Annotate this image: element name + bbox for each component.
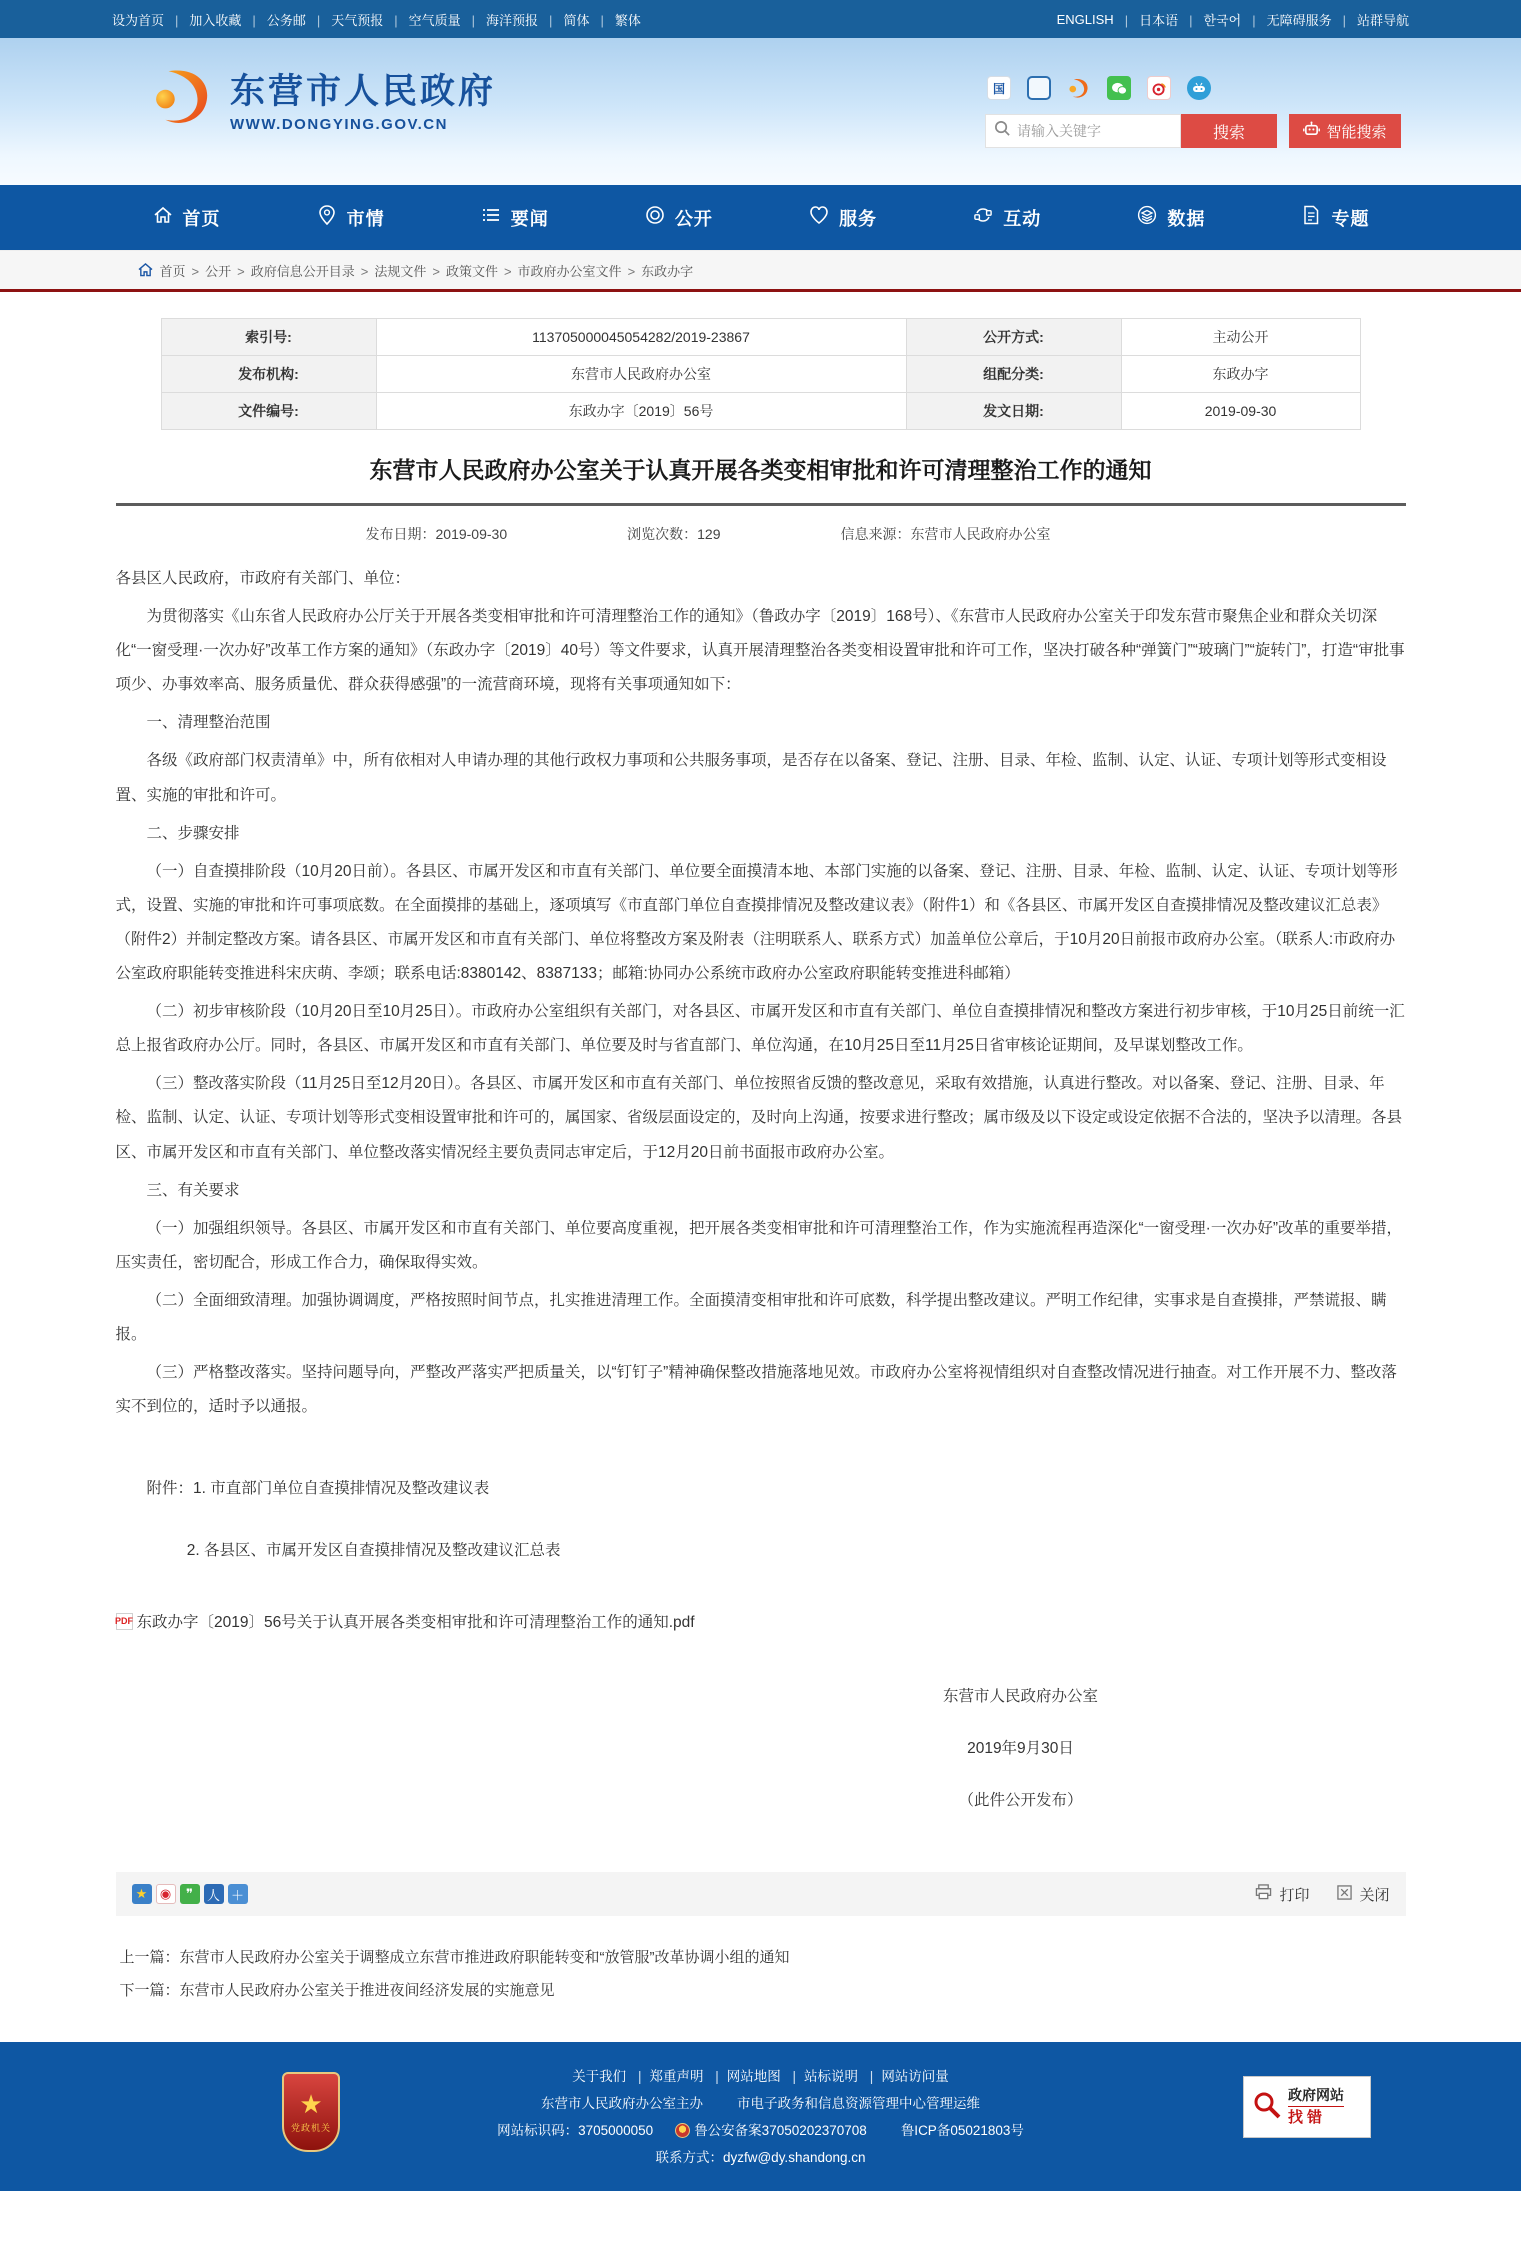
crumb-disclosure[interactable]: > 公开 xyxy=(186,261,232,280)
crumb-catalog[interactable]: > 政府信息公开目录 xyxy=(231,261,355,280)
logo-swoosh-icon xyxy=(150,65,216,132)
print-button[interactable]: 打印 xyxy=(1255,1884,1309,1905)
signature-block xyxy=(806,1684,1236,1810)
topbar-left-links xyxy=(112,10,641,29)
gov-client-icon[interactable]: 国 xyxy=(987,76,1011,100)
section-heading-1: 一、清理整治范围 xyxy=(146,714,271,732)
footer-link-visits[interactable]: | 网站访问量 xyxy=(862,2069,949,2084)
site-url: WWW.DONGYING.GOV.CN xyxy=(230,116,448,133)
link-korean[interactable]: | 한국어 xyxy=(1178,10,1241,29)
nav-disclosure[interactable]: 公开 xyxy=(644,204,713,231)
breadcrumb-home-icon xyxy=(138,263,153,277)
info-label: 文件编号: xyxy=(161,393,376,430)
site-footer xyxy=(0,2042,1521,2191)
app-icon-row xyxy=(987,76,1405,100)
nav-city-profile[interactable]: 市情 xyxy=(316,204,385,231)
crumb-policy-docs[interactable]: > 政策文件 xyxy=(426,261,498,280)
prev-next-pager xyxy=(116,1916,1406,2042)
target-icon xyxy=(644,204,666,231)
search-box xyxy=(985,114,1181,148)
info-value-disclosure-mode: 主动公开 xyxy=(1121,319,1360,356)
nav-news[interactable]: 要闻 xyxy=(480,204,549,231)
title-divider xyxy=(116,503,1406,506)
info-label: 公开方式: xyxy=(906,319,1121,356)
view-count: 浏览次数：129 xyxy=(627,526,721,542)
magnifier-icon xyxy=(1252,2090,1282,2125)
link-ocean-forecast[interactable]: | 海洋预报 xyxy=(461,10,538,29)
info-value-issue-date: 2019-09-30 xyxy=(1121,393,1360,430)
info-value-index-number: 113705000045054282/2019-23867 xyxy=(376,319,906,356)
footer-ops: 市电子政务和信息资源管理中心管理运维 xyxy=(737,2096,980,2112)
layers-icon xyxy=(1136,204,1158,231)
robot-icon xyxy=(1303,121,1320,141)
link-site-group-nav[interactable]: | 站群导航 xyxy=(1332,10,1409,29)
info-label: 发布机构: xyxy=(161,356,376,393)
info-label: 发文日期: xyxy=(906,393,1121,430)
footer-host: 东营市人民政府办公室主办 xyxy=(541,2096,703,2112)
share-renren-icon[interactable]: 人 xyxy=(204,1884,224,1904)
gov-site-error-report-badge[interactable] xyxy=(1243,2076,1371,2138)
error-badge-action: 找错 xyxy=(1288,2106,1344,2130)
attachment-line-2: 2. 各县区、市属开发区自查摸排情况及整改建议汇总表 xyxy=(186,1542,561,1560)
table-row xyxy=(161,319,1360,356)
close-button[interactable]: 关闭 xyxy=(1337,1884,1389,1905)
footer-link-about[interactable]: 关于我们 xyxy=(572,2069,627,2085)
link-set-home[interactable]: 设为首页 xyxy=(112,12,165,28)
home-icon xyxy=(152,204,174,231)
info-label: 组配分类: xyxy=(906,356,1121,393)
nav-data[interactable]: 数据 xyxy=(1136,204,1205,231)
crumb-office-docs[interactable]: > 市政府办公室文件 xyxy=(498,261,622,280)
document-info-table xyxy=(161,318,1361,430)
search-input[interactable] xyxy=(1017,123,1167,139)
top-utility-bar xyxy=(0,0,1521,38)
link-traditional[interactable]: | 繁体 xyxy=(589,10,640,29)
error-badge-title: 政府网站 xyxy=(1288,2087,1344,2104)
prev-article-link[interactable]: 上一篇：东营市人民政府办公室关于调整成立东营市推进政府职能转变和“放管服”改革协调小组的通知 xyxy=(119,1949,790,1967)
nav-interaction[interactable]: 互动 xyxy=(972,204,1041,231)
wechat-icon[interactable] xyxy=(1107,76,1131,100)
info-value-category: 东政办字 xyxy=(1121,356,1360,393)
article-meta xyxy=(116,524,1406,544)
site-name: 东营市人民政府 xyxy=(230,72,497,111)
smart-search-button[interactable]: 智能搜索 xyxy=(1289,114,1401,148)
article-container xyxy=(116,292,1406,2042)
site-logo[interactable] xyxy=(150,64,496,133)
breadcrumb xyxy=(116,251,1406,289)
publish-date: 发布日期：2019-09-30 xyxy=(365,526,508,542)
main-nav xyxy=(0,185,1521,250)
table-row xyxy=(161,393,1360,430)
emblem-star-icon: ★ xyxy=(299,2088,323,2119)
mobile-app-icon[interactable] xyxy=(1027,76,1051,100)
share-bar xyxy=(132,1884,248,1904)
topbar-right-links xyxy=(1057,10,1409,29)
footer-link-logo-note[interactable]: | 站标说明 xyxy=(785,2069,859,2084)
footer-contact-line xyxy=(0,2146,1521,2166)
footer-link-sitemap[interactable]: | 网站地图 xyxy=(707,2069,781,2084)
android-app-icon[interactable] xyxy=(1187,76,1211,100)
info-value-document-number: 东政办字〔2019〕56号 xyxy=(376,393,906,430)
pdf-download-link[interactable]: 东政办字〔2019〕56号关于认真开展各类变相审批和许可清理整治工作的通知.pdf xyxy=(136,1614,695,1632)
footer-link-statement[interactable]: | 郑重声明 xyxy=(630,2069,704,2084)
article-toolbar xyxy=(116,1872,1406,1916)
paragraph: （三）整改落实阶段（11月25日至12月20日）。各县区、市属开发区和市直有关部门、单位按照省反馈的整改意见，采取有效措施，认真进行整改。对以备案、登记、注册、目录、年检、监制、认定、认证、专项计划等形式变相设置审批和许可的，属国家、省级层面设定的，及时向上沟通，按要求进行整改；属市级及以下设定或设定依据不合法的，坚决予以清理。各县区、市属开发区和市直有关部门、单位整改落实情况经主要负责同志审定后，于12月20日前书面报市政府办公室。 xyxy=(115,1075,1403,1161)
nav-services[interactable]: 服务 xyxy=(808,204,877,231)
attachments xyxy=(116,1472,1406,1568)
paragraph: （二）初步审核阶段（10月20日至10月25日）。市政府办公室组织有关部门，对各县区、市属开发区和市直有关部门、单位自查摸排情况和整改方案进行初步审核，于10月25日前统一汇总上报省政府办公厅。同时，各县区、市属开发区和市直有关部门、单位要及时与省直部门、单位沟通，在10月25日至11月25日省审核论证期间，及早谋划整改工作。 xyxy=(115,1003,1405,1055)
link-add-favorite[interactable]: | 加入收藏 xyxy=(164,10,241,29)
pdf-icon: PDF xyxy=(116,1613,133,1630)
link-japanese[interactable]: | 日本语 xyxy=(1114,10,1178,29)
printer-icon xyxy=(1255,1884,1272,1904)
link-air-quality[interactable]: | 空气质量 xyxy=(383,10,460,29)
paragraph: （三）严格整改落实。坚持问题导向，严整改严落实严把质量关，以“钉钉子”精神确保整改措施落地见效。市政府办公室将视情组织对自查整改情况进行抽查。对工作开展不力、整改落实不到位的，适时予以通报。 xyxy=(115,1364,1397,1416)
share-qzone-icon[interactable]: ★ xyxy=(132,1884,152,1904)
info-label: 索引号: xyxy=(161,319,376,356)
share-wechat-icon[interactable]: ❞ xyxy=(180,1884,200,1904)
info-source: 信息来源：东营市人民政府办公室 xyxy=(840,526,1051,542)
share-more-icon[interactable]: ＋ xyxy=(228,1884,248,1904)
weibo-icon[interactable] xyxy=(1147,76,1171,100)
heart-icon xyxy=(808,204,830,231)
paragraph: （一）加强组织领导。各县区、市属开发区和市直有关部门、单位要高度重视，把开展各类变相审批和许可清理整治工作，作为实施流程再造深化“一窗受理·一次办好”改革的重要举措，压实责任，密切配合，形成工作合力，确保取得实效。 xyxy=(115,1219,1402,1271)
search-button[interactable]: 搜索 xyxy=(1181,114,1277,148)
link-gov-mail[interactable]: | 公务邮 xyxy=(241,10,305,29)
site-header xyxy=(0,38,1521,185)
signature-note: （此件公开发布） xyxy=(958,1792,1083,1810)
page-title: 东营市人民政府办公室关于认真开展各类变相审批和许可清理整治工作的通知 xyxy=(369,457,1152,483)
map-pin-icon xyxy=(316,204,338,231)
breadcrumb-bar xyxy=(0,250,1521,289)
section-heading-3: 三、有关要求 xyxy=(146,1181,240,1199)
nav-home[interactable]: 首页 xyxy=(152,204,221,231)
search-icon xyxy=(994,120,1011,142)
link-simplified[interactable]: | 简体 xyxy=(538,10,589,29)
police-badge-icon xyxy=(675,2123,690,2138)
close-icon xyxy=(1337,1885,1352,1904)
salutation: 各县区人民政府，市政府有关部门、单位： xyxy=(115,570,411,587)
party-gov-emblem-badge[interactable] xyxy=(282,2072,340,2152)
list-icon xyxy=(480,204,502,231)
crumb-home[interactable]: 首页 xyxy=(159,263,186,279)
crumb-current: > 东政办字 xyxy=(622,261,694,280)
footer-police-record[interactable]: 鲁公安备案37050202370708 xyxy=(694,2123,867,2139)
signature-date: 2019年9月30日 xyxy=(967,1740,1074,1758)
pdf-attachment-row xyxy=(116,1610,1406,1632)
attachment-line-1: 附件：1. 市直部门单位自查摸排情况及整改建议表 xyxy=(146,1480,490,1498)
share-weibo-icon[interactable]: ◉ xyxy=(156,1884,176,1904)
paragraph: 各级《政府部门权责清单》中，所有依相对人申请办理的其他行政权力事项和公共服务事项，是否存在以备案、登记、注册、目录、年检、监制、认定、认证、专项计划等形式变相设置、实施的审批和许可。 xyxy=(115,752,1387,804)
nav-topics[interactable]: 专题 xyxy=(1300,204,1369,231)
document-icon xyxy=(1300,204,1322,231)
section-heading-2: 二、步骤安排 xyxy=(146,824,240,842)
site-app-icon[interactable] xyxy=(1067,76,1091,100)
table-row xyxy=(161,356,1360,393)
paragraph: （一）自查摸排阶段（10月20日前）。各县区、市属开发区和市直有关部门、单位要全面摸清本地、本部门实施的以备案、登记、注册、目录、年检、监制、认定、认证、专项计划等形式，设置、实施的审批和许可事项底数。在全面摸排的基础上，逐项填写《市直部门单位自查摸排情况及整改建议表》（附件1）和《各县区、市属开发区自查摸排情况及整改建议汇总表》（附件2）并制定整改方案。请各县区、市属开发区和市直有关部门、单位将整改方案及附表（注明联系人、联系方式）加盖单位公章后，于10月20日前报市政府办公室。（联系人:市政府办公室政府职能转变推进科宋庆萌、李颂；联系电话:8380142、8387133；邮箱:协同办公系统市政府办公室政府职能转变推进科邮箱） xyxy=(115,862,1398,983)
next-article-link[interactable]: 下一篇：东营市人民政府办公室关于推进夜间经济发展的实施意见 xyxy=(119,1982,555,2000)
link-english[interactable]: ENGLISH xyxy=(1056,11,1114,27)
emblem-label: 党政机关 xyxy=(290,2122,331,2133)
paragraph: 为贯彻落实《山东省人民政府办公厅关于开展各类变相审批和许可清理整治工作的通知》（鲁政办字〔2019〕168号）、《东营市人民政府办公室关于印发东营市聚焦企业和群众关切深化“一窗受理·一次办好”改革工作方案的通知》（东政办字〔2019〕40号）等文件要求，认真开展清理整治各类变相设置审批和许可工作，坚决打破各种“弹簧门”“玻璃门”“旋转门”，打造“审批事项少、办事效率高、服务质量优、群众获得感强”的一流营商环境，现将有关事项通知如下： xyxy=(115,608,1405,694)
crumb-regulations[interactable]: > 法规文件 xyxy=(355,261,427,280)
paragraph: （二）全面细致清理。加强协调调度，严格按照时间节点，扎实推进清理工作。全面摸清变相审批和许可底数，科学提出整改建议。严明工作纪律，实事求是自查摸排，严禁谎报、瞒报。 xyxy=(115,1291,1387,1343)
info-value-issuing-agency: 东营市人民政府办公室 xyxy=(376,356,906,393)
sync-arrows-icon xyxy=(972,204,994,231)
footer-site-code: 网站标识码：3705000050 xyxy=(497,2123,654,2139)
footer-contact: 联系方式：dyzfw@dy.shandong.cn xyxy=(655,2150,866,2166)
footer-icp-record[interactable]: 鲁ICP备05021803号 xyxy=(900,2123,1024,2139)
signature-org: 东营市人民政府办公室 xyxy=(942,1688,1098,1706)
article-body xyxy=(116,562,1406,1424)
link-accessibility[interactable]: | 无障碍服务 xyxy=(1241,10,1331,29)
link-weather[interactable]: | 天气预报 xyxy=(306,10,383,29)
